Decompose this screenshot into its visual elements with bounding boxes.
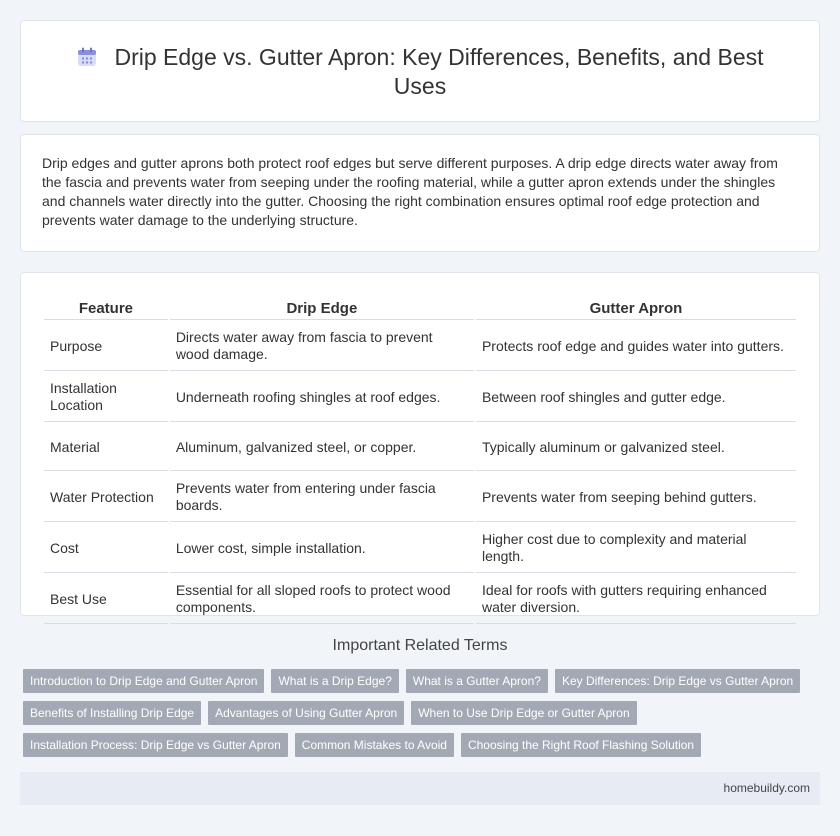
related-terms-tags xyxy=(23,669,823,765)
row-drip-edge: Aluminum, galvanized steel, or copper. xyxy=(170,424,474,471)
row-drip-edge: Directs water away from fascia to prevent wood damage. xyxy=(170,322,474,371)
table-row xyxy=(44,473,796,522)
row-gutter-apron: Higher cost due to complexity and material length. xyxy=(476,524,796,573)
row-feature: Purpose xyxy=(44,322,168,371)
header-feature: Feature xyxy=(44,297,168,320)
related-term-tag[interactable]: What is a Gutter Apron? xyxy=(406,669,548,693)
row-feature: Material xyxy=(44,424,168,471)
row-drip-edge: Essential for all sloped roofs to protect wood components. xyxy=(170,575,474,624)
footer xyxy=(20,772,820,805)
tag-row xyxy=(23,733,823,757)
calendar-icon xyxy=(76,46,98,68)
header-gutter-apron: Gutter Apron xyxy=(476,297,796,320)
related-term-tag[interactable]: Introduction to Drip Edge and Gutter Apron xyxy=(23,669,264,693)
row-feature: Water Protection xyxy=(44,473,168,522)
related-term-tag[interactable]: Installation Process: Drip Edge vs Gutter Apron xyxy=(23,733,288,757)
header-drip-edge: Drip Edge xyxy=(170,297,474,320)
page-title: Drip Edge vs. Gutter Apron: Key Differences, Benefits, and Best Uses xyxy=(114,44,764,99)
row-feature: Installation Location xyxy=(44,373,168,422)
table-row xyxy=(44,575,796,624)
tag-row xyxy=(23,701,823,725)
related-term-tag[interactable]: Choosing the Right Roof Flashing Solution xyxy=(461,733,701,757)
row-drip-edge: Lower cost, simple installation. xyxy=(170,524,474,573)
footer-site-link[interactable]: homebuildy.com xyxy=(723,781,810,795)
row-gutter-apron: Prevents water from seeping behind gutters. xyxy=(476,473,796,522)
related-term-tag[interactable]: Key Differences: Drip Edge vs Gutter Apron xyxy=(555,669,800,693)
row-gutter-apron: Protects roof edge and guides water into gutters. xyxy=(476,322,796,371)
row-gutter-apron: Between roof shingles and gutter edge. xyxy=(476,373,796,422)
table-row xyxy=(44,373,796,422)
related-term-tag[interactable]: What is a Drip Edge? xyxy=(271,669,398,693)
row-feature: Cost xyxy=(44,524,168,573)
header-card xyxy=(20,20,820,122)
table-row xyxy=(44,524,796,573)
row-drip-edge: Underneath roofing shingles at roof edges. xyxy=(170,373,474,422)
intro-text: Drip edges and gutter aprons both protect roof edges but serve different purposes. A drip edge directs water away from the fascia and prevents water from seeping under the roofing material, while a gutter apron extends under the shingles and channels water directly into the gutter. Choosing the right combination ensures optimal roof edge protection and prevents water damage to the underlying structure. xyxy=(42,155,778,228)
comparison-table xyxy=(42,295,798,626)
tag-row xyxy=(23,669,823,693)
row-feature: Best Use xyxy=(44,575,168,624)
related-terms-title: Important Related Terms xyxy=(332,637,508,654)
page-title-wrap xyxy=(61,43,779,101)
related-term-tag[interactable]: Benefits of Installing Drip Edge xyxy=(23,701,201,725)
row-gutter-apron: Ideal for roofs with gutters requiring enhanced water diversion. xyxy=(476,575,796,624)
table-row xyxy=(44,322,796,371)
intro-card xyxy=(20,134,820,252)
comparison-table-card xyxy=(20,272,820,616)
row-gutter-apron: Typically aluminum or galvanized steel. xyxy=(476,424,796,471)
related-term-tag[interactable]: Advantages of Using Gutter Apron xyxy=(208,701,404,725)
table-header-row xyxy=(44,297,796,320)
table-row xyxy=(44,424,796,471)
row-drip-edge: Prevents water from entering under fascia boards. xyxy=(170,473,474,522)
related-term-tag[interactable]: When to Use Drip Edge or Gutter Apron xyxy=(411,701,636,725)
related-term-tag[interactable]: Common Mistakes to Avoid xyxy=(295,733,454,757)
